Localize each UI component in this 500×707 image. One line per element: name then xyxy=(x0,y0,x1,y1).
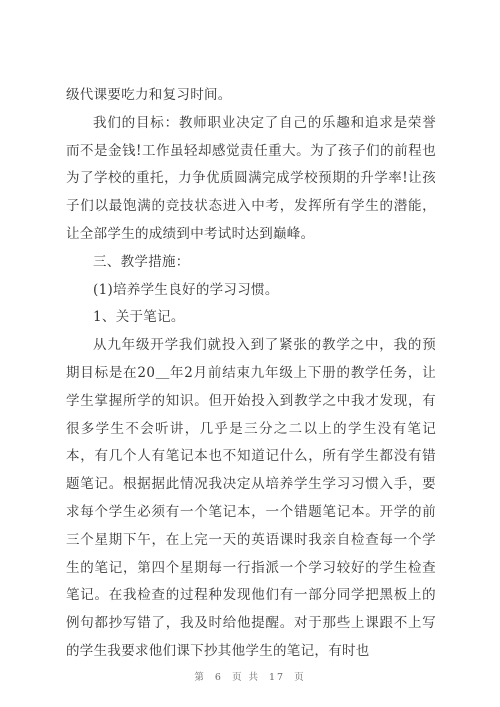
page-footer xyxy=(0,669,500,683)
subsection-heading: (1)培养学生良好的学习习惯。 xyxy=(93,281,279,298)
page-total: 17 xyxy=(269,672,286,683)
page-number: 6 xyxy=(214,672,223,683)
paragraph: 级代课要吃力和复习时间。 xyxy=(66,87,232,103)
footer-suffix: 页 xyxy=(294,672,306,683)
subsection-heading: 1、关于笔记。 xyxy=(93,309,185,326)
paragraph: 从九年级开学我们就投入到了紧张的教学之中，我的预期目标是在20＿年2月前结束九年级上下册的教学任务，让学生掌握所学的知识。但开始投入到教学之中我才发现，有很多学生不会听讲，几乎是三分之二以上的学生没有笔记本，有几个人有笔记本也不知道记什么，所有学生都没有错题笔记。根据据此情况我决定从培养学生学习习惯入手，要求每个学生必须有一个笔记本，一个错题笔记本。开学的前三个星期下午，在上完一天的英语课时我亲自检查每一个学生的笔记，第四个星期每一行指派一个学习较好的学生检查笔记。在我检查的过程种发现他们有一部分同学把黑板上的例句都抄写错了，我及时给他提醒。对于那些上课跟不上写的学生我要求他们课下抄其他学生的笔记，有时也 xyxy=(66,337,436,659)
section-heading: 三、教学措施： xyxy=(93,253,190,270)
footer-prefix: 第 xyxy=(194,672,206,683)
paragraph: 我们的目标：教师职业决定了自己的乐趣和追求是荣誉而不是金钱!工作虽轻却感觉责任重大。为了孩子们的前程也为了学校的重托，力争优质圆满完成学校预期的升学率!让孩子们以最饱满的竞技状态进入中考，发挥所有学生的潜能，让全部学生的成绩到中考试时达到巅峰。 xyxy=(66,114,436,242)
document-body xyxy=(66,82,436,666)
footer-middle: 页 共 xyxy=(231,672,260,683)
